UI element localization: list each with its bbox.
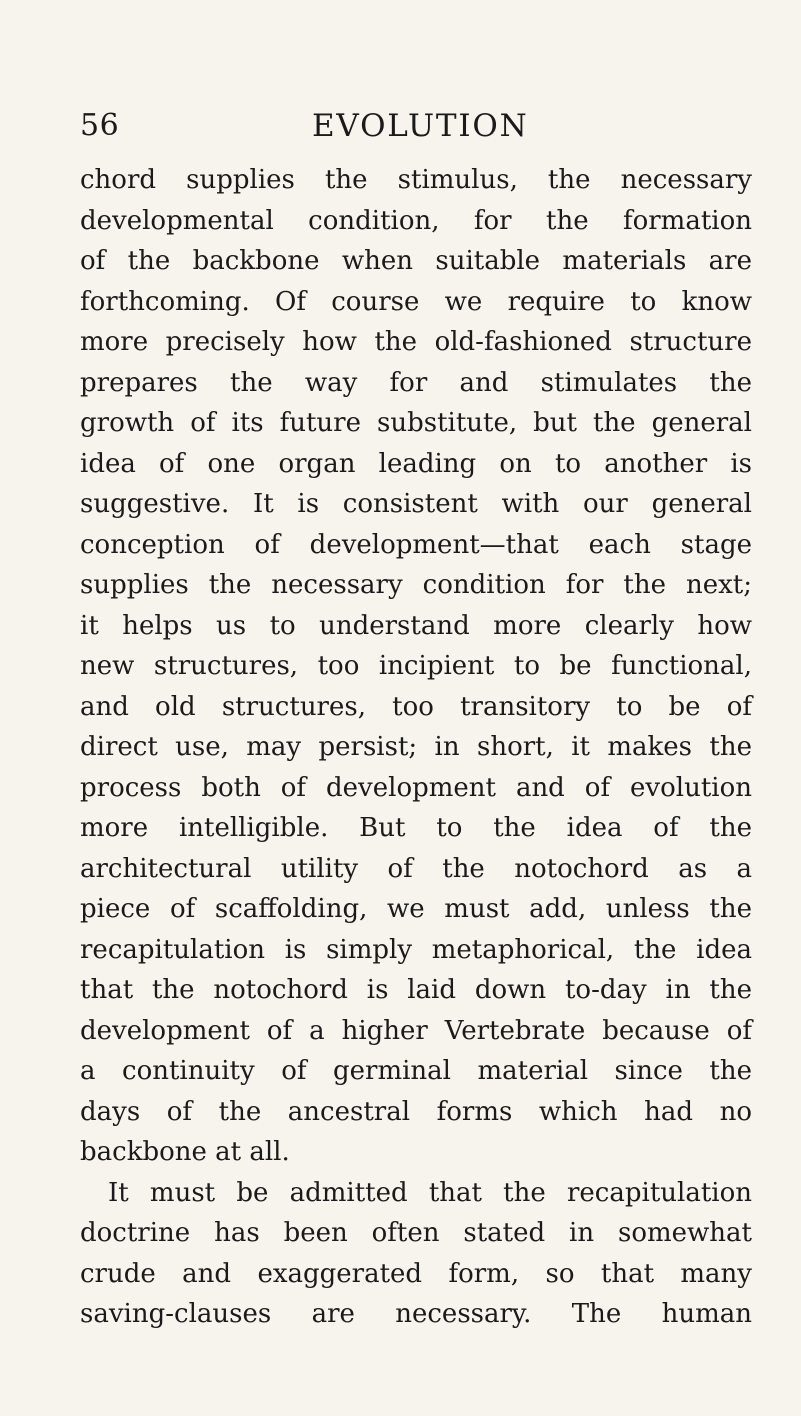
text-line: development of a higher Vertebrate because of — [80, 1015, 752, 1046]
text-line: and old structures, too transitory to be of — [80, 691, 752, 722]
text-line: saving-clauses are necessary. The human — [80, 1299, 752, 1329]
text-line: a continuity of germinal material since the — [80, 1056, 752, 1086]
text-line: forthcoming. Of course we require to know — [80, 286, 752, 317]
text-line: crude and exaggerated form, so that many — [80, 1258, 752, 1289]
text-line: doctrine has been often stated in somewhat — [80, 1218, 752, 1248]
text-line: of the backbone when suitable materials are — [80, 246, 752, 276]
text-line: recapitulation is simply metaphorical, the idea — [80, 934, 752, 965]
text-line: architectural utility of the notochord as a — [80, 853, 752, 884]
text-line: supplies the necessary condition for the next; — [80, 570, 752, 600]
text-line: conception of development—that each stage — [80, 529, 752, 560]
text-line: it helps us to understand more clearly how — [80, 610, 752, 641]
text-line: developmental condition, for the formation — [80, 205, 752, 236]
body-text — [80, 160, 752, 1335]
text-line: piece of scaffolding, we must add, unless the — [80, 894, 752, 924]
text-line: days of the ancestral forms which had no — [80, 1096, 752, 1127]
text-line: chord supplies the stimulus, the necessary — [80, 165, 752, 195]
running-head — [80, 106, 752, 146]
text-line: that the notochord is laid down to-day in the — [80, 975, 752, 1005]
text-line: prepares the way for and stimulates the — [80, 367, 752, 398]
page-title: EVOLUTION — [312, 108, 529, 144]
text-line: suggestive. It is consistent with our general — [80, 489, 752, 519]
text-line: direct use, may persist; in short, it makes the — [80, 732, 752, 762]
text-line: growth of its future substitute, but the general — [80, 408, 752, 438]
text-line: more precisely how the old-fashioned structure — [80, 327, 752, 357]
text-line: more intelligible. But to the idea of the — [80, 813, 752, 843]
page-number: 56 — [80, 108, 120, 143]
paragraph-start-line: It must be admitted that the recapitulation — [108, 1177, 752, 1208]
paragraph-end-line: backbone at all. — [80, 1137, 290, 1167]
text-line: idea of one organ leading on to another is — [80, 448, 752, 479]
text-line: process both of development and of evolution — [80, 772, 752, 803]
text-line: new structures, too incipient to be functional, — [80, 651, 752, 681]
